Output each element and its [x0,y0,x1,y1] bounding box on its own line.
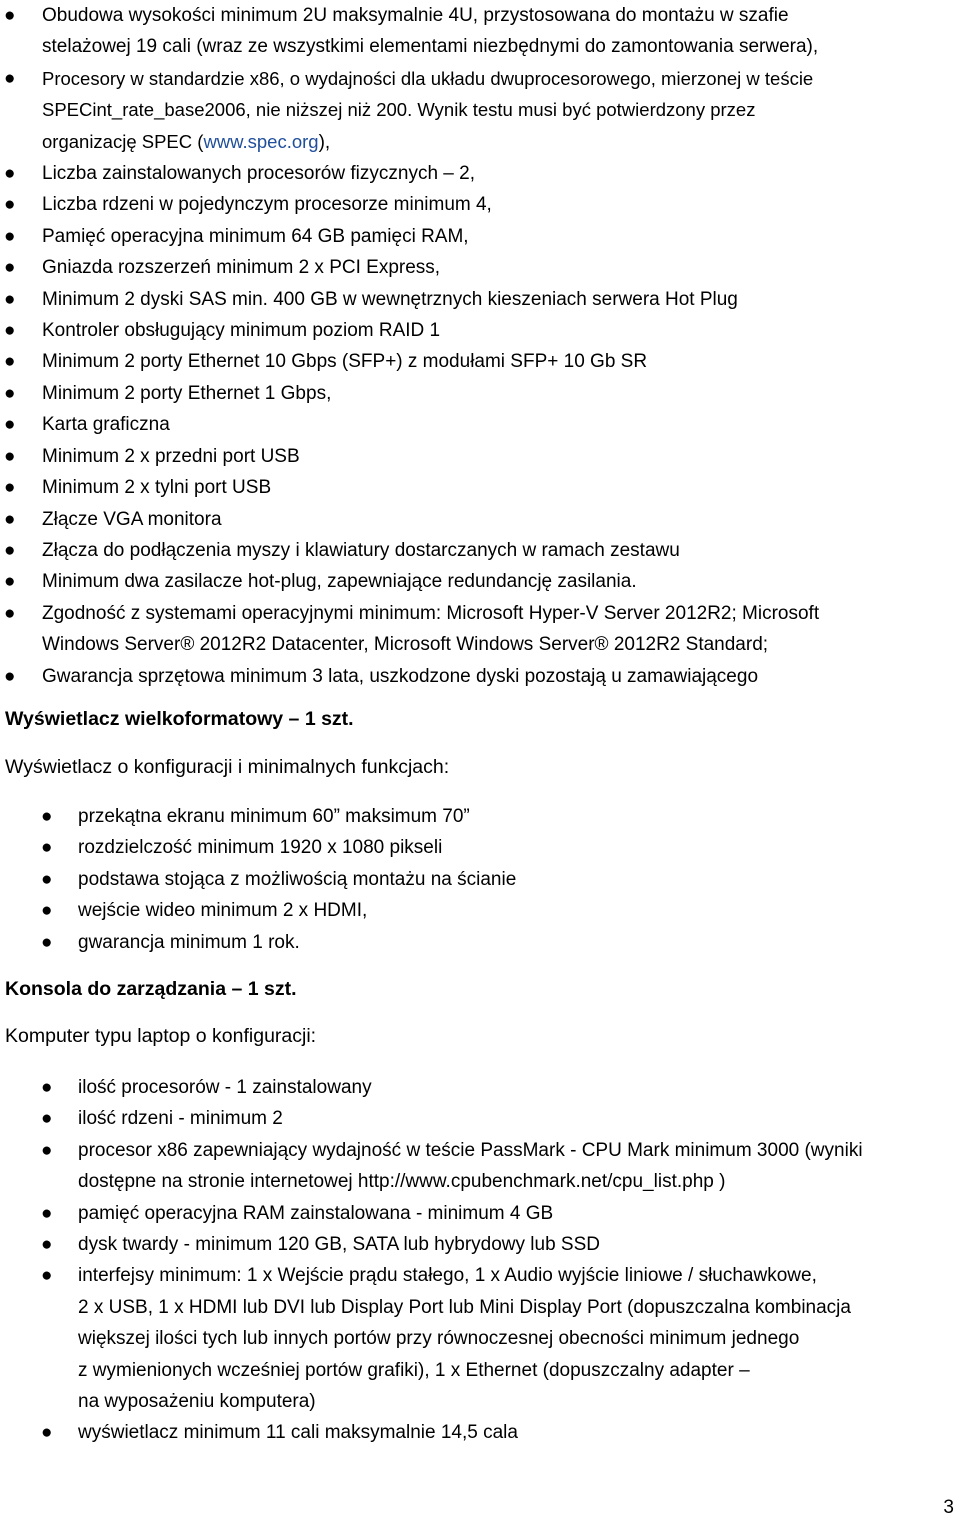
list-item-line: rozdzielczość minimum 1920 x 1080 pikseli [78,837,443,859]
list-item [0,598,960,661]
list-item-line: Złącza do podłączenia myszy i klawiatury dostarczanych w ramach zestawu [42,539,680,561]
list-item [0,566,960,597]
list-item-line: Minimum dwa zasilacze hot-plug, zapewniające redundancję zasilania. [42,571,637,593]
list-item-line: gwarancja minimum 1 rok. [78,931,300,953]
bullet-icon: ● [4,288,16,310]
bullet-icon: ● [41,1108,53,1130]
list-item [0,189,960,220]
list-item-line: wejście wideo minimum 2 x HDMI, [78,900,368,922]
list-item-line: Gniazda rozszerzeń minimum 2 x PCI Express, [42,257,441,279]
list-item-line: ilość procesorów - 1 zainstalowany [78,1077,372,1098]
list-item-line: Liczba rdzeni w pojedynczym procesorze minimum 4, [42,194,492,216]
list-item [0,158,960,189]
bullet-icon: ● [4,571,16,593]
list-item-line [42,126,960,158]
list-item-line: dostępne na stronie internetowej http://www.cpubenchmark.net/cpu_list.php ) [78,1171,726,1193]
list-item-line: większej ilości tych lub innych portów przy równoczesnej obecności minimum jednego [78,1328,800,1350]
list-item-line: Złącze VGA monitora [42,508,222,530]
bullet-icon: ● [4,382,16,404]
list-item-line: Minimum 2 dyski SAS min. 400 GB w wewnętrznych kieszeniach serwera Hot Plug [42,288,738,310]
console-heading: Konsola do zarządzania – 1 szt. [5,978,297,1000]
list-item [0,346,960,377]
bullet-icon: ● [41,1422,53,1444]
list-item-line: ilość rdzeni - minimum 2 [78,1108,283,1130]
list-item [0,535,960,566]
bullet-icon: ● [41,1234,53,1256]
list-item [0,378,960,409]
list-item [0,0,960,63]
list-item-line: Procesory w standardzie x86, o wydajności dla układu dwuprocesorowego, mierzonej w teście [42,67,814,89]
list-item-line: pamięć operacyjna RAM zainstalowana - minimum 4 GB [78,1202,554,1224]
bullet-icon: ● [4,508,16,530]
list-item [0,63,960,158]
list-item-line: Minimum 2 porty Ethernet 1 Gbps, [42,382,332,404]
list-item-text: organizację SPEC ( [42,130,204,152]
list-item [0,661,960,692]
bullet-icon: ● [41,900,53,922]
list-item [0,284,960,315]
console-intro: Komputer typu laptop o konfiguracji: [5,1025,317,1047]
bullet-icon: ● [41,837,53,859]
list-item [0,221,960,252]
bullet-icon: ● [4,414,16,436]
list-item-line: Minimum 2 x przedni port USB [42,445,300,467]
list-item-line: Minimum 2 porty Ethernet 10 Gbps (SFP+) z modułami SFP+ 10 Gb SR [42,351,648,373]
list-item-line: przekątna ekranu minimum 60” maksimum 70” [78,806,470,827]
list-item-line: Kontroler obsługujący minimum poziom RAID 1 [42,320,441,342]
display-heading: Wyświetlacz wielkoformatowy – 1 szt. [5,708,354,730]
list-item [0,801,960,832]
console-spec-list [0,1072,960,1449]
bullet-icon: ● [41,1265,53,1287]
page-number: 3 [943,1497,954,1518]
bullet-icon: ● [4,445,16,467]
list-item-line: 2 x USB, 1 x HDMI lub DVI lub Display Port lub Mini Display Port (dopuszczalna kombinacja [78,1296,851,1318]
bullet-icon: ● [4,320,16,342]
bullet-icon: ● [4,351,16,373]
bullet-icon: ● [4,163,16,185]
list-item [0,409,960,440]
bullet-icon: ● [4,665,16,687]
list-item [0,864,960,895]
list-item [0,1229,960,1260]
spec-link[interactable]: www.spec.org [203,130,319,152]
bullet-icon: ● [41,1202,53,1224]
list-item [0,1072,960,1103]
bullet-icon: ● [41,1139,53,1161]
display-intro: Wyświetlacz o konfiguracji i minimalnych funkcjach: [5,756,450,778]
list-item-line: Gwarancja sprzętowa minimum 3 lata, uszkodzone dyski pozostają u zamawiającego [42,665,759,687]
list-item-line: interfejsy minimum: 1 x Wejście prądu stałego, 1 x Audio wyjście liniowe / słuchawkowe, [78,1265,817,1287]
list-item-line: podstawa stojąca z możliwością montażu na ścianie [78,868,517,890]
bullet-icon: ● [4,539,16,561]
server-spec-list [0,0,960,692]
list-item [0,1417,960,1448]
list-item [0,832,960,863]
bullet-icon: ● [4,194,16,216]
list-item [0,1103,960,1134]
list-item-line: Karta graficzna [42,414,170,436]
list-item-line: Zgodność z systemami operacyjnymi minimum: Microsoft Hyper-V Server 2012R2; Microsoft [42,602,820,624]
list-item [0,927,960,958]
list-item [0,441,960,472]
bullet-icon: ● [4,477,16,499]
bullet-icon: ● [4,602,16,624]
bullet-icon: ● [4,225,16,247]
list-item [0,315,960,346]
bullet-icon: ● [4,5,16,26]
list-item-line: Pamięć operacyjna minimum 64 GB pamięci RAM, [42,225,469,247]
list-item-line: Windows Server® 2012R2 Datacenter, Microsoft Windows Server® 2012R2 Standard; [42,634,769,656]
list-item-line: SPECint_rate_base2006, nie niższej niż 200. Wynik testu musi być potwierdzony przez [42,99,756,121]
list-item [0,1260,960,1417]
list-item [0,1198,960,1229]
bullet-icon: ● [41,931,53,953]
bullet-icon: ● [4,257,16,279]
list-item-line: z wymienionych wcześniej portów grafiki), 1 x Ethernet (dopuszczalny adapter – [78,1359,750,1381]
list-item-line: stelażowej 19 cali (wraz ze wszystkimi elementami niezbędnymi do zamontowania serwera), [42,36,819,58]
list-item-line: Liczba zainstalowanych procesorów fizycznych – 2, [42,163,475,185]
list-item-line: dysk twardy - minimum 120 GB, SATA lub hybrydowy lub SSD [78,1234,600,1256]
list-item [0,252,960,283]
list-item-line: Obudowa wysokości minimum 2U maksymalnie 4U, przystosowana do montażu w szafie [42,5,789,26]
display-spec-list [0,801,960,958]
list-item [0,1135,960,1198]
list-item [0,895,960,926]
list-item [0,504,960,535]
list-item-line: procesor x86 zapewniający wydajność w teście PassMark - CPU Mark minimum 3000 (wyniki [78,1139,863,1161]
list-item-text: ), [318,131,331,153]
bullet-icon: ● [41,806,53,827]
bullet-icon: ● [41,868,53,890]
list-item-line: na wyposażeniu komputera) [78,1391,316,1413]
list-item [0,472,960,503]
bullet-icon: ● [4,67,16,89]
list-item-line: wyświetlacz minimum 11 cali maksymalnie 14,5 cala [78,1422,518,1444]
list-item-line: Minimum 2 x tylni port USB [42,477,272,499]
bullet-icon: ● [41,1077,53,1098]
